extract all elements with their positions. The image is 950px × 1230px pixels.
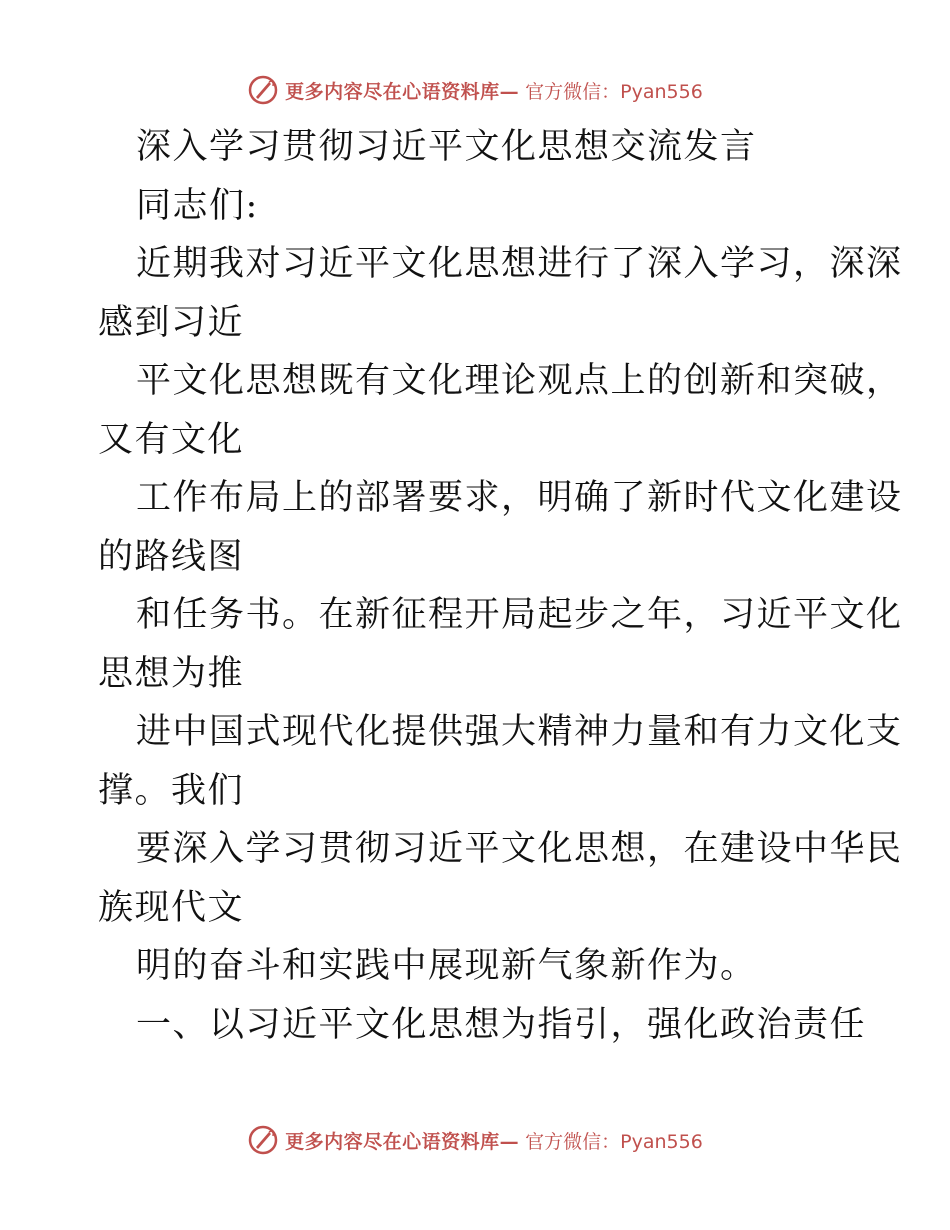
salutation: 同志们:	[136, 185, 259, 226]
text-line: 平文化思想既有文化理论观点上的创新和突破，	[136, 361, 903, 401]
watermark-wechat: 官方微信：Pyan556	[525, 80, 703, 103]
text-line: 近期我对习近平文化思想进行了深入学习，深深	[136, 244, 903, 284]
text-line: 工作布局上的部署要求，明确了新时代文化建设	[136, 478, 903, 518]
document-title: 深入学习贯彻习近平文化思想交流发言	[136, 127, 757, 167]
text-line: 族现代文	[98, 887, 245, 928]
text-line: 的路线图	[98, 536, 245, 577]
text-line: 感到习近	[98, 302, 245, 343]
document-body	[98, 118, 903, 1054]
footer-watermark	[0, 1120, 950, 1160]
watermark-wechat: 官方微信：Pyan556	[525, 1130, 703, 1153]
text-line: 要深入学习贯彻习近平文化思想，在建设中华民	[136, 829, 903, 869]
text-line: 又有文化	[98, 419, 245, 460]
watermark-text: 更多内容尽在心语资料库—	[285, 80, 520, 103]
section-heading: 一、以习近平文化思想为指引，强化政治责任	[136, 1004, 867, 1045]
quill-logo-icon	[247, 74, 279, 106]
text-line: 明的奋斗和实践中展现新气象新作为。	[136, 946, 757, 986]
text-line: 进中国式现代化提供强大精神力量和有力文化支	[136, 712, 903, 752]
header-watermark	[0, 70, 950, 110]
quill-logo-icon	[247, 1124, 279, 1156]
watermark-text: 更多内容尽在心语资料库—	[285, 1130, 520, 1153]
text-line: 思想为推	[98, 653, 245, 694]
text-line: 和任务书。在新征程开局起步之年，习近平文化	[136, 595, 903, 635]
text-line: 撑。我们	[98, 770, 245, 811]
